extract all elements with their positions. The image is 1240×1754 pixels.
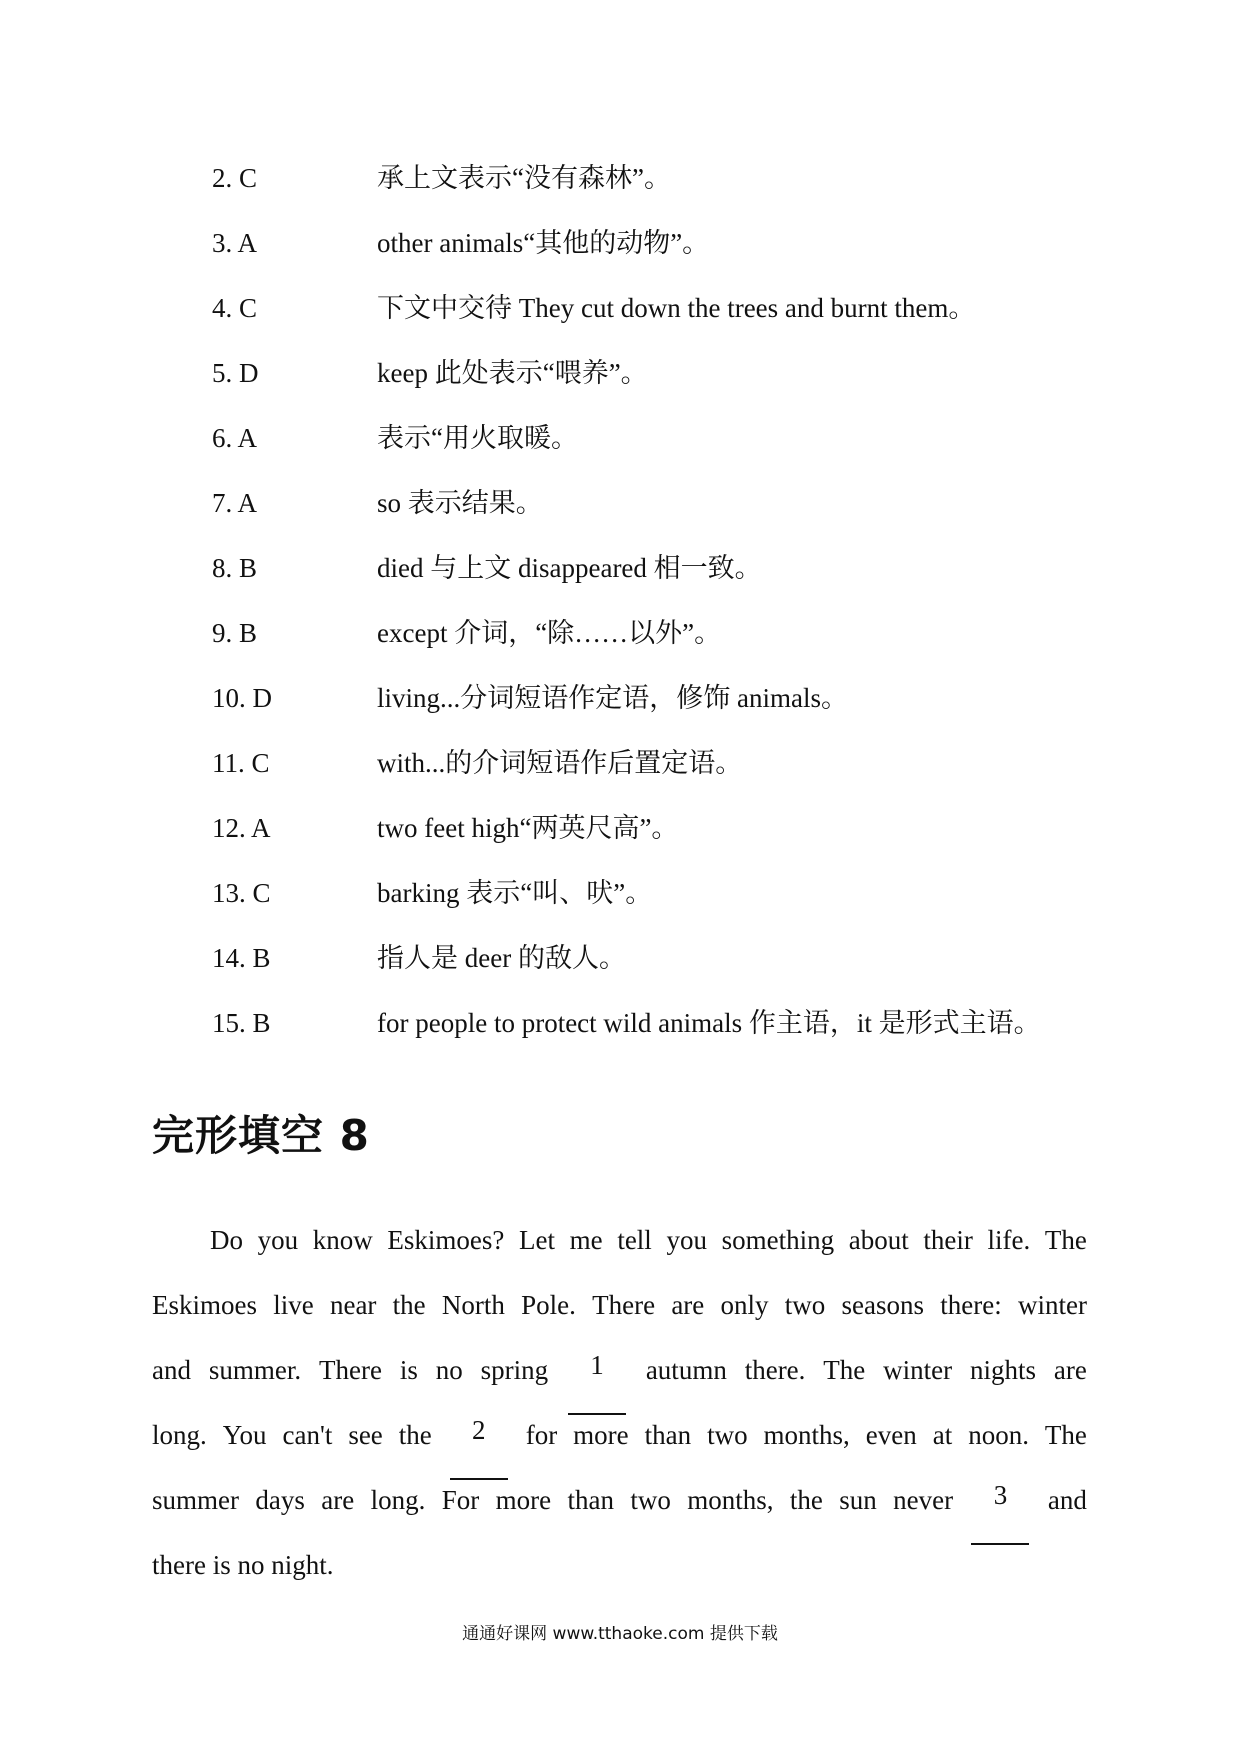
passage-word: and — [152, 1355, 191, 1385]
passage-word: is — [399, 1355, 418, 1385]
answer-row — [212, 158, 1112, 223]
answer-explanation: 下文中交待 They cut down the trees and burnt them。 — [377, 293, 976, 323]
answer-explanation: with...的介词短语作后置定语。 — [377, 748, 743, 778]
answer-row — [212, 548, 1112, 613]
passage-word: are — [671, 1290, 705, 1320]
answer-number: 15. B — [212, 1008, 271, 1038]
answer-row — [212, 288, 1112, 353]
passage-word: are — [1053, 1355, 1087, 1385]
passage-word: months, — [687, 1485, 774, 1515]
cloze-blank[interactable]: 1 — [568, 1350, 626, 1415]
answer-row — [212, 223, 1112, 288]
passage-word: are — [321, 1485, 355, 1515]
passage-word: more — [495, 1485, 552, 1515]
passage-word: seasons — [841, 1290, 925, 1320]
passage-word: life. — [987, 1225, 1031, 1255]
passage-word: their — [923, 1225, 973, 1255]
passage-word: two — [630, 1485, 671, 1515]
passage-word: only — [720, 1290, 769, 1320]
answer-number: 10. D — [212, 683, 272, 713]
cloze-blank[interactable]: 2 — [450, 1415, 508, 1480]
answer-number: 13. C — [212, 878, 271, 908]
passage-word: summer. — [208, 1355, 302, 1385]
passage-word: There — [318, 1355, 382, 1385]
passage-word: you — [666, 1225, 707, 1255]
answer-explanation: died 与上文 disappeared 相一致。 — [377, 553, 762, 583]
passage-word: summer — [152, 1485, 239, 1515]
passage-word: know — [312, 1225, 373, 1255]
answer-row — [212, 418, 1112, 483]
passage-word: nights — [970, 1355, 1037, 1385]
passage-word: live — [273, 1290, 314, 1320]
passage-line — [152, 1545, 1087, 1610]
section-heading: 完形填空 8 — [152, 1111, 370, 1160]
answer-explanation: keep 此处表示“喂养”。 — [377, 358, 648, 388]
passage-word: The — [1044, 1420, 1087, 1450]
passage-word: days — [255, 1485, 305, 1515]
answer-row — [212, 808, 1112, 873]
passage-word: near — [329, 1290, 377, 1320]
answer-number: 2. C — [212, 163, 258, 193]
passage-word: The — [1044, 1225, 1087, 1255]
passage-word: than — [644, 1420, 692, 1450]
answer-number: 12. A — [212, 813, 271, 843]
passage-line — [152, 1415, 1087, 1480]
passage-word: For — [441, 1485, 480, 1515]
passage-word: can't — [282, 1420, 333, 1450]
answer-row — [212, 873, 1112, 938]
passage-word: Let — [519, 1225, 556, 1255]
passage-word: Pole. — [521, 1290, 576, 1320]
answer-number: 5. D — [212, 358, 259, 388]
answer-row — [212, 353, 1112, 418]
answer-explanation: 指人是 deer 的敌人。 — [377, 943, 626, 973]
answer-explanation: two feet high“两英尺高”。 — [377, 813, 679, 843]
passage-word: winter — [1017, 1290, 1087, 1320]
passage-word: the — [789, 1485, 823, 1515]
passage-word: more — [573, 1420, 629, 1450]
passage-word: North — [441, 1290, 505, 1320]
answer-explanation: 承上文表示“没有森林”。 — [377, 163, 671, 193]
passage-word: There — [592, 1290, 656, 1320]
answer-number: 8. B — [212, 553, 258, 583]
passage-word: and — [1047, 1485, 1087, 1515]
answer-list — [212, 158, 1112, 1068]
passage-word: the — [392, 1290, 426, 1320]
passage-word: there. — [744, 1355, 806, 1385]
passage-text: there is no night. — [152, 1550, 334, 1580]
passage-line — [152, 1480, 1087, 1545]
passage-word: something — [721, 1225, 835, 1255]
passage-word: long. — [370, 1485, 426, 1515]
passage-word: never — [893, 1485, 954, 1515]
answer-explanation: except 介词，“除……以外”。 — [377, 618, 722, 648]
passage-word: months, — [763, 1420, 850, 1450]
passage-word: winter — [883, 1355, 953, 1385]
passage-word: the — [398, 1420, 432, 1450]
answer-number: 3. A — [212, 228, 258, 258]
passage-word: than — [567, 1485, 614, 1515]
cloze-passage — [152, 1220, 1087, 1610]
answer-row — [212, 613, 1112, 678]
passage-word: you — [257, 1225, 299, 1255]
cloze-blank[interactable]: 3 — [971, 1480, 1029, 1545]
answer-row — [212, 743, 1112, 808]
passage-word: two — [707, 1420, 748, 1450]
passage-word: tell — [617, 1225, 652, 1255]
answer-number: 6. A — [212, 423, 258, 453]
passage-word: there: — [940, 1290, 1002, 1320]
passage-line — [152, 1350, 1087, 1415]
answer-explanation: for people to protect wild animals 作主语，it 是形式主语。 — [377, 1008, 1041, 1038]
answer-explanation: 表示“用火取暖。 — [377, 423, 578, 453]
answer-number: 14. B — [212, 943, 271, 973]
passage-word: for — [525, 1420, 558, 1450]
passage-word: Eskimoes — [152, 1290, 257, 1320]
passage-word: The — [823, 1355, 866, 1385]
answer-row — [212, 938, 1112, 1003]
answer-row — [212, 483, 1112, 548]
passage-word: Eskimoes? — [387, 1225, 505, 1255]
passage-word: two — [784, 1290, 826, 1320]
answer-number: 11. C — [212, 748, 270, 778]
answer-number: 4. C — [212, 293, 258, 323]
passage-word: sun — [839, 1485, 877, 1515]
passage-word: noon. — [968, 1420, 1029, 1450]
answer-row — [212, 678, 1112, 743]
passage-word: about — [848, 1225, 909, 1255]
passage-word: spring — [480, 1355, 549, 1385]
passage-word: me — [569, 1225, 603, 1255]
answer-number: 9. B — [212, 618, 258, 648]
passage-word: see — [348, 1420, 383, 1450]
page-footer: 通通好课网 www.tthaoke.com 提供下载 — [462, 1624, 778, 1644]
answer-explanation: barking 表示“叫、吠”。 — [377, 878, 653, 908]
passage-word: You — [222, 1420, 267, 1450]
answer-explanation: living...分词短语作定语，修饰 animals。 — [377, 683, 848, 713]
passage-line — [152, 1285, 1087, 1350]
passage-word: no — [435, 1355, 463, 1385]
passage-word: at — [932, 1420, 953, 1450]
answer-row — [212, 1003, 1112, 1068]
passage-word: long. — [152, 1420, 207, 1450]
answer-explanation: so 表示结果。 — [377, 488, 543, 518]
answer-explanation: other animals“其他的动物”。 — [377, 228, 710, 258]
passage-word: even — [865, 1420, 917, 1450]
passage-word: autumn — [645, 1355, 727, 1385]
passage-line — [152, 1220, 1087, 1285]
passage-word: Do — [210, 1225, 243, 1255]
answer-number: 7. A — [212, 488, 258, 518]
